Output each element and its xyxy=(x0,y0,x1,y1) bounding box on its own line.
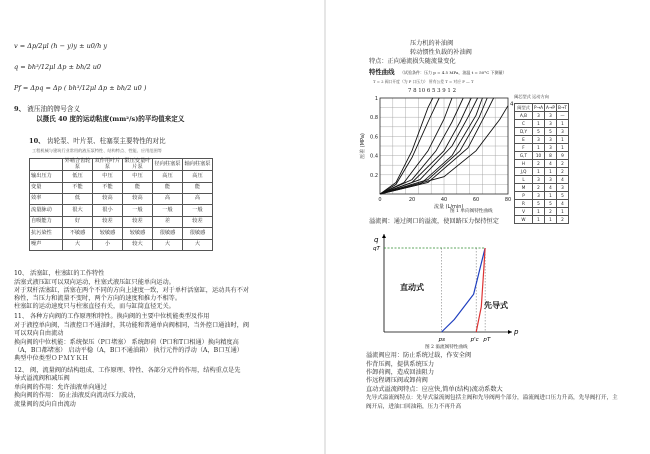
paragraph-line: 典型中位类型ＯＰＭＹＫＨ xyxy=(14,355,89,362)
table-cell: 大 xyxy=(63,239,93,250)
row-label xyxy=(30,159,63,171)
pos-table-cell: 1 xyxy=(545,216,557,224)
paragraph-line: 单向阀的作用：允许油液单向通过 xyxy=(14,384,107,391)
pos-table-cell: 5 xyxy=(545,128,557,136)
x-tick-label: 80 xyxy=(504,197,512,203)
relief-note-line: 作卸荷阀，造成回油阻力 xyxy=(366,369,435,376)
pos-table-row xyxy=(515,208,569,216)
pos-table-cell: 3 xyxy=(545,112,557,120)
paragraph-line: 流量阀的反向自由流动 xyxy=(14,401,76,408)
pos-table-cell: A→P xyxy=(546,104,555,110)
pos-table-cell: M xyxy=(515,184,533,192)
pos-table-cell: 1 xyxy=(533,144,545,152)
table-cell: 较大 xyxy=(123,239,153,250)
pos-table-cell: 4 xyxy=(557,176,569,184)
y-tick-label: 1 xyxy=(374,96,378,102)
relief-note-line: 阀开启，进油口回油箱，压力不再升高 xyxy=(366,404,462,410)
paragraph-line: 12、 阀，流量阀的结构组成、工作原理、特性、各部分元件的作用，结构重点是先 xyxy=(14,367,241,374)
paragraph-line: 对于液控单向阀，当液控口不通油时，其功能和普通单向阀相同，当外控口通油时，阀 xyxy=(14,322,250,329)
pos-table-cell: B→T xyxy=(558,104,567,110)
paragraph-line: 换向阀的作用： 防止油液反向流动压力波动， xyxy=(14,392,140,399)
pos-table-cell: 1 xyxy=(533,216,545,224)
x-tick-label: pT xyxy=(483,337,491,343)
table-row xyxy=(30,171,213,182)
table-cell: 不能 xyxy=(93,182,123,193)
table-cell: 很大 xyxy=(63,205,93,216)
curve-label: 4 xyxy=(510,101,514,108)
pos-table-cell: 2 xyxy=(545,208,557,216)
row-label: 效率 xyxy=(30,193,63,204)
pos-table-row xyxy=(515,152,569,160)
pos-table-row xyxy=(515,120,569,128)
table-cell: 一般 xyxy=(153,205,183,216)
table-cell: 较差 xyxy=(123,216,153,227)
table-row xyxy=(30,228,213,239)
pos-table-cell: 1 xyxy=(545,192,557,200)
table-cell: 径向柱塞泵 xyxy=(153,159,183,171)
fig2-caption: 图 2 溢流阀特性曲线 xyxy=(425,345,468,350)
pos-table-cell: H xyxy=(515,160,533,168)
y-arrow xyxy=(382,234,386,238)
row-label: 自吸能力 xyxy=(30,216,63,227)
section-9-heading: 9、 液压油的牌号含义 xyxy=(14,105,81,113)
flow-equation: q = bh³/12μl Δp ± bh/2 u0 xyxy=(14,63,102,71)
paragraph-line: 导式溢流阀和减压阀 xyxy=(14,375,70,382)
y-tick-label: 0.2 xyxy=(370,172,378,179)
pos-table-cell: 2 xyxy=(533,184,545,192)
table-cell: 较差 xyxy=(93,216,123,227)
pos-table-cell: P xyxy=(515,192,533,200)
table-cell: 限压变量叶片泵 xyxy=(123,159,153,171)
table-cell: 较高 xyxy=(93,193,123,204)
table-cell: 高压 xyxy=(153,171,183,182)
x-tick-label: 60 xyxy=(472,197,480,203)
table-row xyxy=(30,182,213,193)
pos-table-row xyxy=(515,176,569,184)
table-cell: 大 xyxy=(183,239,213,250)
table-cell: 低 xyxy=(63,193,93,204)
paragraph-line: （A，B口都堵塞） 启动平稳（A，B口不通油箱） 执行元件的浮动（A，B口互通） xyxy=(14,347,243,354)
pos-table-cell: 10 xyxy=(533,152,545,160)
table-cell: 能 xyxy=(153,182,183,193)
x-tick-label: 0 xyxy=(378,197,382,203)
table-cell: 一般 xyxy=(183,205,213,216)
power-equation: Pf = Δpq = Δp ( bh³/12μl Δp ± bh/2 u0 ) xyxy=(14,84,147,92)
direct-type-label: 直动式 xyxy=(400,283,424,292)
table-cell: 高压 xyxy=(183,171,213,182)
velocity-equation: v = Δp/2μl (h − y)y ± u0/h y xyxy=(14,42,108,50)
table-cell: 中压 xyxy=(93,171,123,182)
pos-table-cell: 1 xyxy=(533,168,545,176)
pos-table-cell: 3 xyxy=(533,176,545,184)
x-tick-label: 20 xyxy=(408,197,416,203)
pos-table-row xyxy=(515,136,569,144)
pos-table-cell: G,T xyxy=(515,152,533,160)
pos-table-cell: 1 xyxy=(557,208,569,216)
pos-table-cell: 阀型式 xyxy=(515,104,533,112)
table-row xyxy=(30,193,213,204)
section-10-caption: 工程机械与建筑行业常用的液压泵特性、结构特点、性能、应用范围等 xyxy=(32,148,162,153)
row-label: 流量脉动 xyxy=(30,205,63,216)
pos-table-cell: 3 xyxy=(533,136,545,144)
table-cell: 双作用叶片泵 xyxy=(93,159,123,171)
x-tick-label: ps xyxy=(438,337,446,343)
pos-table-cell: 2 xyxy=(557,168,569,176)
table-cell: 外啮合齿轮泵 xyxy=(63,159,93,171)
row-label: 噪声 xyxy=(30,239,63,250)
pos-table-cell: W xyxy=(515,216,533,224)
section-9-definition: 以摄氏 40 度的运动粘度(mm²/s)的平均值来定义 xyxy=(36,115,185,123)
row-label: 变量 xyxy=(30,182,63,193)
pos-table-row xyxy=(515,184,569,192)
table-cell: 较高 xyxy=(123,193,153,204)
pos-table-cell: F xyxy=(515,144,533,152)
paragraph-line: 对于双杆活塞缸，活塞在两个不同的方向上速度一致，对于单杆活塞缸，运动具有不对 xyxy=(14,287,250,294)
pos-table-row xyxy=(515,112,569,120)
table-cell: 很敏感 xyxy=(183,228,213,239)
relief-valve-chart xyxy=(372,232,532,350)
x-axis-label: 流量 (L/min) xyxy=(434,204,464,210)
pos-table-cell: 1 xyxy=(557,136,569,144)
table-cell: 较敏感 xyxy=(123,228,153,239)
pos-table-cell: 1 xyxy=(557,144,569,152)
pos-table-cell: P→A xyxy=(534,104,543,110)
pos-table-cell: 3 xyxy=(545,120,557,128)
relief-note-line: 作背压阀，提供系统压力 xyxy=(366,361,435,368)
pos-table-cell: V xyxy=(515,208,533,216)
pos-table-row xyxy=(515,200,569,208)
table-cell: 很小 xyxy=(93,205,123,216)
valve-position-table xyxy=(514,103,569,224)
paragraph-line: 可以双向自由流动 xyxy=(14,330,64,337)
table-cell: 一般 xyxy=(123,205,153,216)
pos-table-row xyxy=(515,104,569,112)
curve-numbers: 7 8 10 6 5 3 9 1 2 xyxy=(408,88,457,94)
pos-table-cell: D,Y xyxy=(515,128,533,136)
table-cell: 低压 xyxy=(63,171,93,182)
table-cell: 好 xyxy=(63,216,93,227)
pos-table-cell: 5 xyxy=(545,200,557,208)
feature-line: 特点：正向通流损失随流量变化 xyxy=(369,58,456,65)
relief-note-line: 作远程调压阀或卸荷阀 xyxy=(366,377,428,384)
paragraph-line: 10、 活塞缸，柱塞缸的工作特性 xyxy=(14,270,105,277)
pos-table-cell: A,B xyxy=(515,112,533,120)
pos-table-row xyxy=(515,160,569,168)
table-cell: 小 xyxy=(93,239,123,250)
pos-table-row xyxy=(515,168,569,176)
pos-table-cell: 3 xyxy=(557,128,569,136)
pos-table-cell: 1 xyxy=(533,120,545,128)
table-cell: 不能 xyxy=(63,182,93,193)
pos-table-cell: 4 xyxy=(545,160,557,168)
x-tick-label: p'c xyxy=(470,337,479,343)
pos-table-row xyxy=(515,144,569,152)
table-cell: 大 xyxy=(153,239,183,250)
pos-table-cell: 1 xyxy=(533,208,545,216)
check-valve-chart xyxy=(358,92,518,216)
pos-table-cell: E xyxy=(515,136,533,144)
table-row xyxy=(30,205,213,216)
pos-table-cell: 3 xyxy=(533,192,545,200)
inertia-refill-valve: 转动惯性负载的补油阀 xyxy=(410,49,472,56)
paragraph-line: 活塞式液压缸可以双向运动，柱塞式液压缸只能单向运动。 xyxy=(14,279,175,286)
pump-comparison-table xyxy=(29,158,213,251)
pos-table-row xyxy=(515,216,569,224)
pos-table-cell: 2 xyxy=(557,216,569,224)
pos-table-cell: 5 xyxy=(533,200,545,208)
table-cell: 较差 xyxy=(183,216,213,227)
pos-table-cell: C xyxy=(515,120,533,128)
paragraph-line: 柱塞缸的运动速度只与柱塞直径有关，而与缸筒直径无关。 xyxy=(14,303,175,310)
table-cell: 较敏感 xyxy=(93,228,123,239)
pos-table-cell: 3 xyxy=(557,184,569,192)
table-cell: 不敏感 xyxy=(63,228,93,239)
relief-note-line: 溢流阀应用：防止系统过载，作安全阀 xyxy=(366,352,472,359)
y-tick-label: 0.6 xyxy=(370,134,378,141)
pos-table-cell: 3 xyxy=(545,176,557,184)
table-row xyxy=(30,216,213,227)
pos-table-cell: — xyxy=(557,112,569,120)
row-label: 输出压力 xyxy=(30,171,63,182)
pos-table-cell: 3 xyxy=(545,144,557,152)
pos-table-cell: R xyxy=(515,200,533,208)
pos-table-cell: 2 xyxy=(557,160,569,168)
pos-table-cell: 5 xyxy=(533,128,545,136)
section-10-heading: 10、 齿轮泵、叶片泵、柱塞泵主要特性的对比 xyxy=(29,137,166,145)
pos-table-row xyxy=(515,128,569,136)
y-tick-label: 0.8 xyxy=(370,115,378,122)
table-row xyxy=(30,239,213,250)
x-axis-letter: p xyxy=(514,328,519,336)
y-axis-letter: q xyxy=(374,236,379,244)
table-cell: 差 xyxy=(153,216,183,227)
pilot-type-label: 先导式 xyxy=(484,301,508,310)
overflow-valve-desc: 溢流阀：通过阀口的溢流，使回路压力保持恒定 xyxy=(369,218,499,225)
paragraph-line: 11、 各种方向阀的工作原理和特性。换向阀的主要中位机能类型及作用 xyxy=(14,313,210,320)
paragraph-line: 称性，当压力和流量不变时，两个方向的速度和推力不相等。 xyxy=(14,295,182,302)
pos-table-cell: L xyxy=(515,176,533,184)
chart-conditions: （试验条件：压力 p = 4.5 MPa，油温 t = 50°C 下测量） xyxy=(400,70,507,75)
pos-table-cell: 4 xyxy=(557,200,569,208)
pos-table-cell: J,Q xyxy=(515,168,533,176)
relief-note-line: 先导式溢流阀特点：先导式溢流阀包括主阀和先导阀两个部分，溢流阀进口压力升高，先导阀打开，主 xyxy=(366,395,618,401)
table-cell: 能 xyxy=(183,182,213,193)
pos-table-cell: 9 xyxy=(557,152,569,160)
chart-subtitle: T = 2 阀口开度（为 P 口压力） 所有公差 T = 对应 P — T xyxy=(373,79,474,84)
table-header-row xyxy=(30,159,213,171)
pos-table-cell: 3 xyxy=(533,112,545,120)
pos-table-cell: 5 xyxy=(557,192,569,200)
table-cell: 很敏感 xyxy=(153,228,183,239)
table-cell: 中压 xyxy=(123,171,153,182)
chart-title: 特性曲线 xyxy=(369,68,395,76)
table-cell: 高 xyxy=(183,193,213,204)
x-tick-label: 40 xyxy=(440,197,448,203)
relief-note-line: 直动式溢流阀特点：应应快,简单(结构)流动系数大 xyxy=(366,386,503,393)
y-axis-label: 压差 (MPa) xyxy=(360,133,366,159)
pos-table-cell: 8 xyxy=(545,152,557,160)
fig1-caption: 图 1 单向阀特性曲线 xyxy=(450,209,493,214)
pos-table-cell: 4 xyxy=(545,184,557,192)
table-cell: 高 xyxy=(153,193,183,204)
pos-table-cell: 1 xyxy=(545,168,557,176)
qt-label: qT xyxy=(373,246,380,252)
pos-table-title: 阀芯型式 运动方向 xyxy=(514,94,549,99)
pos-table-cell: 3 xyxy=(545,136,557,144)
paragraph-line: 换向阀的中位机能：系统保压（P口堵塞） 系统卸荷（P口和T口相通）换向精度高 xyxy=(14,339,239,346)
y-tick-label: 0.4 xyxy=(370,153,378,160)
table-cell: 能 xyxy=(123,182,153,193)
table-cell: 轴向柱塞泵 xyxy=(183,159,213,171)
row-label: 抗污染性 xyxy=(30,228,63,239)
pos-table-cell: 1 xyxy=(557,120,569,128)
pos-table-row xyxy=(515,192,569,200)
press-refill-value: 压力机的补油阀 xyxy=(410,40,454,47)
pos-table-cell: 2 xyxy=(533,160,545,168)
